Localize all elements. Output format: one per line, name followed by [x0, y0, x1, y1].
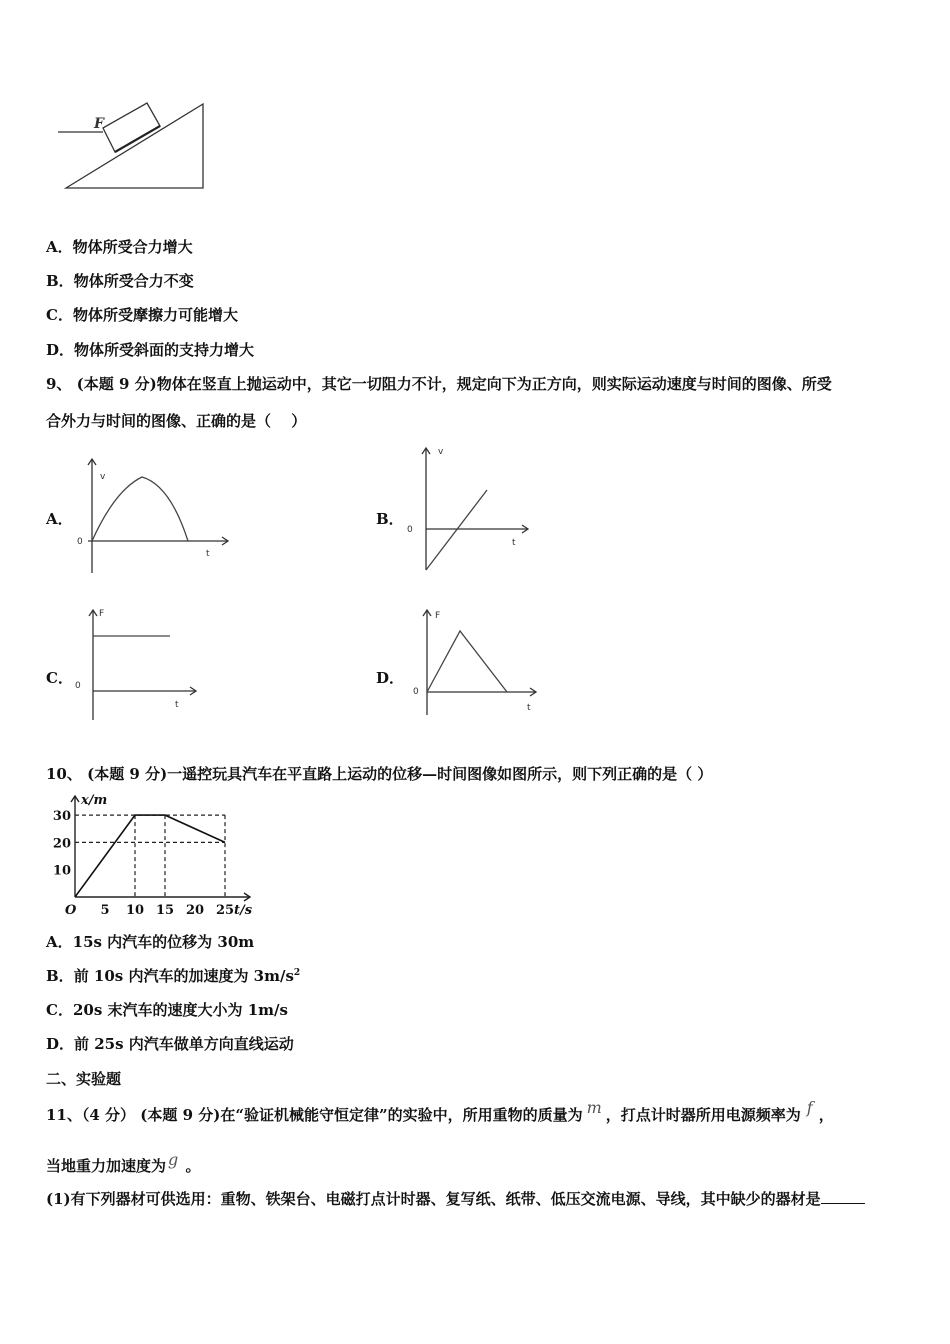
graph-a-origin: 0: [77, 537, 83, 547]
x-tick-label: 20: [185, 903, 205, 918]
force-label: F: [94, 116, 104, 132]
q8-option-a[interactable]: A．物体所受合力增大: [46, 238, 193, 256]
x-tick-label: 10: [125, 903, 145, 918]
q9-stem-line2: 合外力与时间的图像、正确的是（ ）: [46, 412, 307, 430]
x-axis-label: t/s: [234, 903, 253, 918]
y-axis-label: x/m: [81, 793, 108, 808]
graph-c-x-label: t: [175, 700, 179, 710]
q8-option-c[interactable]: C．物体所受摩擦力可能增大: [46, 306, 238, 324]
q9-option-b-letter[interactable]: B．: [376, 510, 404, 528]
graph-b-y-label: v: [438, 447, 444, 457]
graph-d-x-label: t: [527, 703, 531, 713]
y-tick-label: 20: [52, 836, 71, 852]
q8-option-d[interactable]: D．物体所受斜面的支持力增大: [46, 341, 255, 359]
graph-c-y-label: F: [99, 609, 105, 619]
q10-option-a[interactable]: A．15s 内汽车的位移为 30m: [46, 933, 255, 951]
q9-option-d-letter[interactable]: D．: [376, 669, 405, 687]
q9-graph-a[interactable]: [70, 455, 230, 585]
xt-series-line: [75, 815, 225, 897]
graph-a-y-label: v: [100, 472, 106, 482]
q11-part1: (1)有下列器材可供选用：重物、铁架台、电磁打点计时器、复写纸、纸带、低压交流电源、导线，其中缺少的器材是: [46, 1188, 865, 1209]
q8-option-b[interactable]: B．物体所受合力不变: [46, 272, 194, 290]
graph-d-origin: 0: [413, 687, 419, 697]
q11-stem-line1: 11、（4 分） (本题 9 分)在“验证机械能守恒定律”的实验中，所用重物的质量为 m ，打点计时器所用电源频率为 f ，: [46, 1098, 834, 1124]
q9-stem-line1: 9、 (本题 9 分)物体在竖直上抛运动中，其它一切阻力不计，规定向下为正方向，则实际运动速度与时间的图像、所受: [46, 375, 832, 393]
var-g: g: [168, 1150, 179, 1169]
q10-xt-chart: [45, 790, 275, 920]
q9-graph-b[interactable]: [400, 442, 550, 572]
graph-b-x-label: t: [512, 538, 516, 548]
q10-stem: 10、 (本题 9 分)一遥控玩具汽车在平直路上运动的位移—时间图像如图所示，则下列正确的是（ ）: [46, 765, 713, 783]
q9-option-a-letter[interactable]: A．: [46, 510, 73, 528]
graph-b-origin: 0: [407, 525, 413, 535]
q10-option-c[interactable]: C．20s 末汽车的速度大小为 1m/s: [46, 1001, 288, 1019]
x-tick-label: 15: [155, 903, 175, 918]
q11-stem-line2: 当地重力加速度为 g 。: [46, 1150, 201, 1175]
x-tick-label: 5: [100, 903, 110, 918]
graph-a-x-label: t: [206, 549, 210, 559]
y-tick-label: 10: [52, 863, 71, 879]
var-m: m: [586, 1098, 602, 1117]
x-tick-label: 25: [215, 903, 235, 918]
section-title: 二、实验题: [46, 1070, 122, 1088]
origin-label: O: [65, 903, 77, 918]
q9-graph-d[interactable]: [400, 600, 550, 730]
q10-option-d[interactable]: D．前 25s 内汽车做单方向直线运动: [46, 1035, 294, 1053]
graph-c-origin: 0: [75, 681, 81, 691]
incline-figure: [0, 0, 950, 200]
graph-d-y-label: F: [435, 611, 441, 621]
q9-option-c-letter[interactable]: C．: [46, 669, 73, 687]
var-f: f: [806, 1098, 813, 1117]
q10-option-b[interactable]: B．前 10s 内汽车的加速度为 $3m/s^2$: [46, 967, 301, 985]
y-tick-label: 30: [52, 809, 71, 825]
q9-graph-c[interactable]: [70, 600, 210, 730]
answer-blank[interactable]: [821, 1189, 865, 1204]
